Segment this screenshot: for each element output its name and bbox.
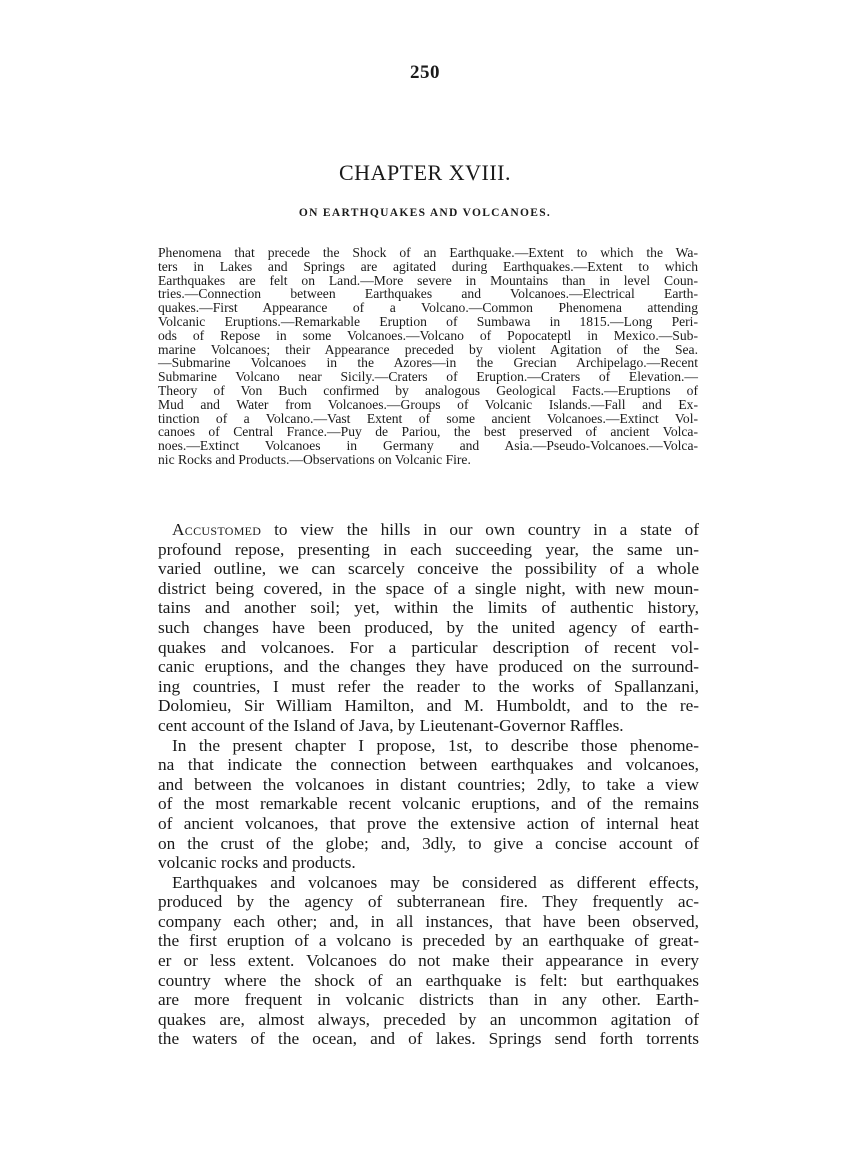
summary-line: marine Volcanoes; their Appearance preceded by violent Agitation of the Sea. bbox=[158, 341, 698, 357]
summary-line: Phenomena that precede the Shock of an Earthquake.—Extent to which the Wa- bbox=[158, 245, 698, 260]
body-line: country where the shock of an earthquake is felt: but earthquakes bbox=[158, 970, 699, 990]
body-line-rest: to view the hills in our own country in a state of bbox=[261, 520, 699, 539]
body-line: are more frequent in volcanic districts than in any other. Earth- bbox=[158, 990, 699, 1010]
body-line: Earthquakes and volcanoes may be considered as different effects, bbox=[172, 872, 699, 892]
body-line: and between the volcanoes in distant countries; 2dly, to take a view bbox=[158, 774, 699, 794]
body-line: canic eruptions, and the changes they have produced on the surround- bbox=[158, 657, 699, 677]
body-line: of the most remarkable recent volcanic eruptions, and of the remains bbox=[158, 794, 699, 814]
chapter-subtitle: ON EARTHQUAKES AND VOLCANOES. bbox=[298, 207, 552, 219]
body-line: volcanic rocks and products. bbox=[158, 853, 356, 873]
body-line: er or less extent. Volcanoes do not make their appearance in every bbox=[158, 951, 699, 971]
summary-line: Earthquakes are felt on Land.—More severe in Mountains than in level Coun- bbox=[158, 272, 698, 288]
body-line: on the crust of the globe; and, 3dly, to give a concise account of bbox=[158, 833, 699, 853]
summary-line: ods of Repose in some Volcanoes.—Volcano of Popocateptl in Mexico.—Sub- bbox=[158, 327, 698, 343]
summary-line: —Submarine Volcanoes in the Azores—in the Grecian Archipelago.—Recent bbox=[158, 355, 698, 371]
summary-line: Theory of Von Buch confirmed by analogous Geological Facts.—Eruptions of bbox=[158, 382, 698, 398]
body-line: profound repose, presenting in each succeeding year, the same un- bbox=[158, 539, 699, 559]
summary-line: Volcanic Eruptions.—Remarkable Eruption of Sumbawa in 1815.—Long Peri- bbox=[158, 313, 698, 329]
summary-line: Submarine Volcano near Sicily.—Craters of Eruption.—Craters of Elevation.— bbox=[158, 369, 698, 385]
body-line: ing countries, I must refer the reader to the works of Spallanzani, bbox=[158, 676, 699, 696]
summary-line: tinction of a Volcano.—Vast Extent of some ancient Volcanoes.—Extinct Vol- bbox=[158, 410, 698, 426]
body-line: produced by the agency of subterranean fire. They frequently ac- bbox=[158, 892, 699, 912]
body-line: company each other; and, in all instances, that have been observed, bbox=[158, 911, 699, 931]
body-line: quakes and volcanoes. For a particular description of recent vol- bbox=[158, 637, 699, 657]
body-line: district being covered, in the space of a single night, with new moun- bbox=[158, 578, 699, 598]
chapter-summary bbox=[158, 246, 698, 467]
body-line: In the present chapter I propose, 1st, to describe those phenome- bbox=[172, 735, 699, 755]
body-text bbox=[158, 520, 699, 1049]
summary-line: Mud and Water from Volcanoes.—Groups of Volcanic Islands.—Fall and Ex- bbox=[158, 396, 698, 412]
summary-line: nic Rocks and Products.—Observations on Volcanic Fire. bbox=[158, 451, 471, 467]
summary-line: quakes.—First Appearance of a Volcano.—Common Phenomena attending bbox=[158, 300, 698, 316]
body-line: varied outline, we can scarcely conceive the possibility of a whole bbox=[158, 559, 699, 579]
body-line: such changes have been produced, by the united agency of earth- bbox=[158, 617, 699, 637]
body-line: of ancient volcanoes, that prove the extensive action of internal heat bbox=[158, 813, 699, 833]
drop-word: Accustomed bbox=[172, 520, 262, 539]
body-line: the first eruption of a volcano is preceded by an earthquake of great- bbox=[158, 931, 699, 951]
page-number: 250 bbox=[410, 62, 440, 83]
body-line: Dolomieu, Sir William Hamilton, and M. Humboldt, and to the re- bbox=[158, 696, 699, 716]
chapter-title: CHAPTER XVIII. bbox=[339, 160, 511, 185]
summary-line: noes.—Extinct Volcanoes in Germany and Asia.—Pseudo-Volcanoes.—Volca- bbox=[158, 438, 698, 454]
body-line: tains and another soil; yet, within the limits of authentic history, bbox=[158, 598, 699, 618]
summary-line: canoes of Central France.—Puy de Pariou, the best preserved of ancient Volca- bbox=[158, 424, 698, 440]
summary-line: tries.—Connection between Earthquakes and Volcanoes.—Electrical Earth- bbox=[158, 286, 698, 302]
body-line bbox=[158, 520, 699, 540]
summary-line: ters in Lakes and Springs are agitated during Earthquakes.—Extent to which bbox=[158, 258, 698, 274]
body-line: cent account of the Island of Java, by Lieutenant-Governor Raffles. bbox=[158, 715, 624, 735]
body-line: na that indicate the connection between earthquakes and volcanoes, bbox=[158, 755, 699, 775]
body-line: quakes are, almost always, preceded by an uncommon agitation of bbox=[158, 1009, 699, 1029]
body-line: the waters of the ocean, and of lakes. Springs send forth torrents bbox=[158, 1029, 699, 1049]
